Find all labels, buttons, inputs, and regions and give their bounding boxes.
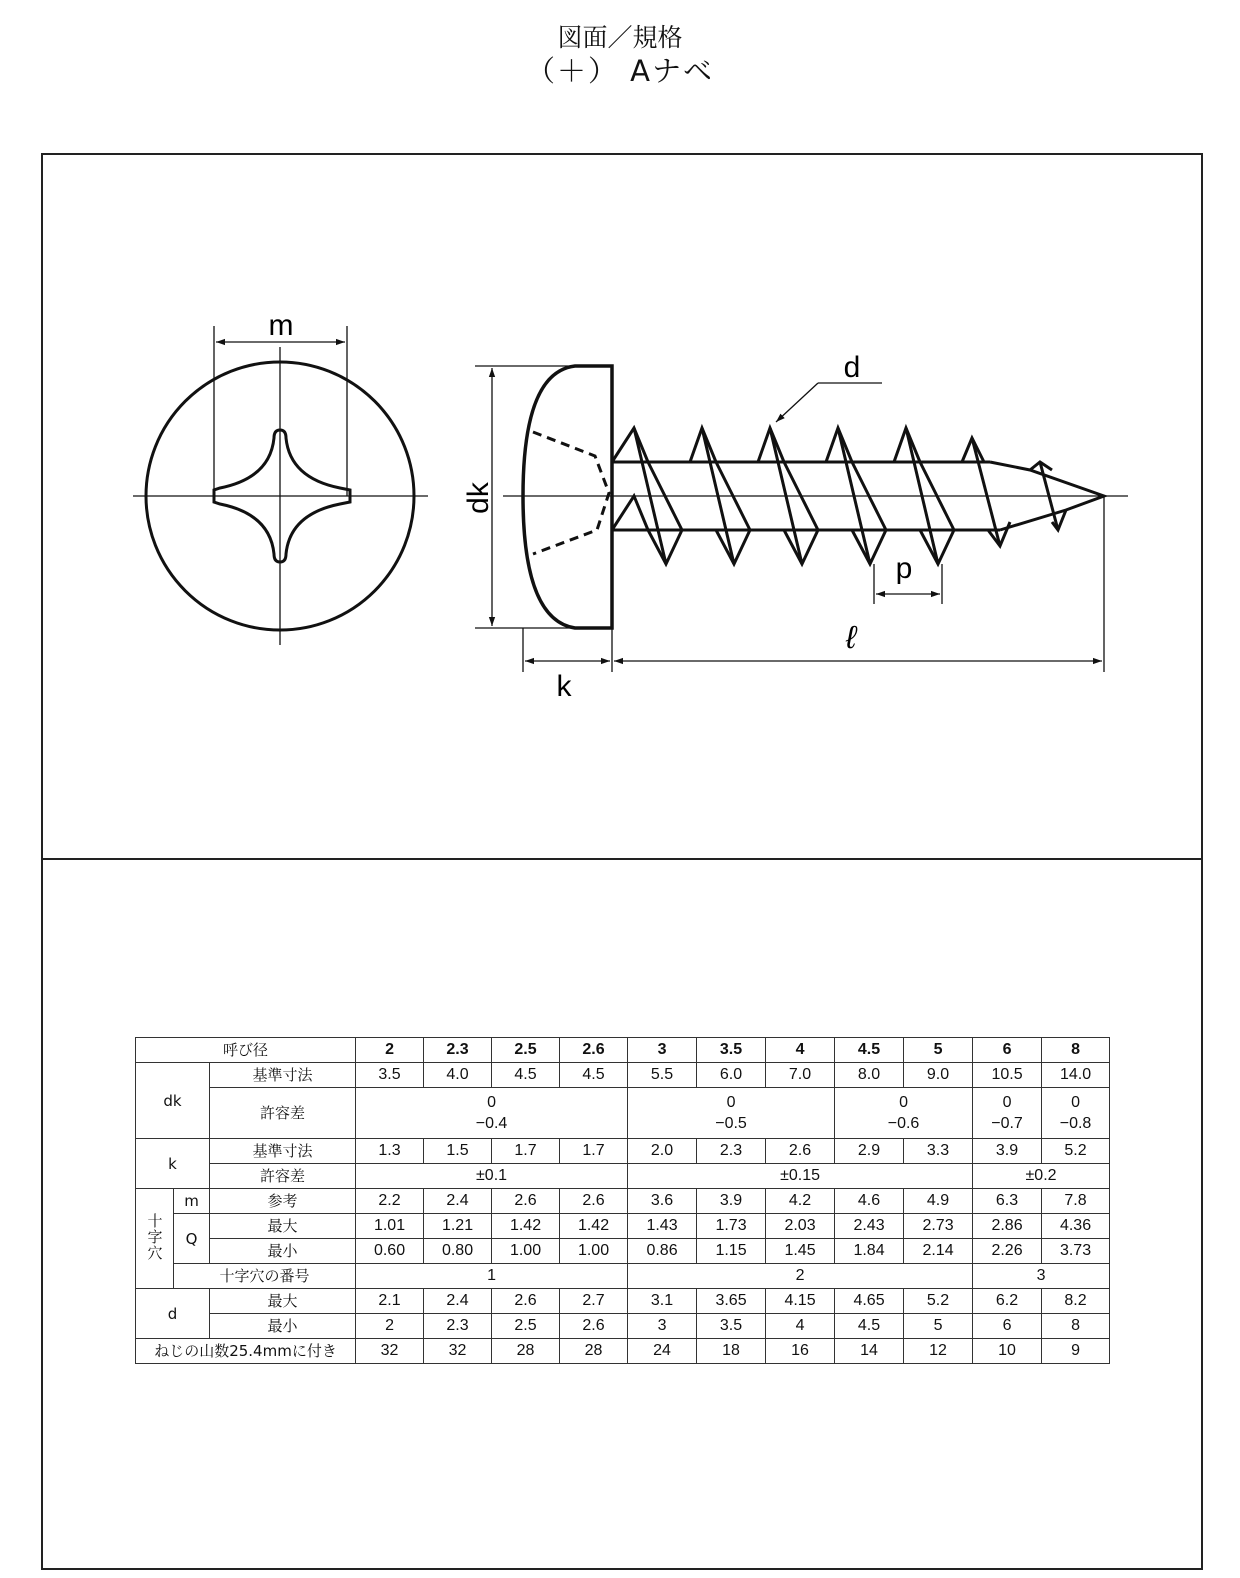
value-cell: 32 — [356, 1339, 424, 1364]
value-cell: 3.1 — [628, 1289, 697, 1314]
value-cell: 3 — [628, 1314, 697, 1339]
value-cell: 3.9 — [973, 1139, 1042, 1164]
tolerance-cell — [356, 1088, 628, 1139]
dim-label-k: k — [556, 670, 572, 703]
value-cell: 2.6 — [492, 1289, 560, 1314]
value-cell: 4.65 — [835, 1289, 904, 1314]
value-cell: 1 — [356, 1264, 628, 1289]
value-cell: 2.4 — [424, 1189, 492, 1214]
value-cell: 1.73 — [697, 1214, 766, 1239]
tol-upper: 0 — [726, 1094, 736, 1111]
tol-upper: 0 — [1002, 1094, 1012, 1111]
q-min-label: 最小 — [210, 1239, 356, 1264]
size-cell: 3 — [628, 1038, 697, 1063]
value-cell: 4.5 — [560, 1063, 628, 1088]
value-cell: 2.6 — [766, 1139, 835, 1164]
value-cell: 1.42 — [560, 1214, 628, 1239]
table-row — [136, 1289, 1110, 1314]
value-cell: 28 — [560, 1339, 628, 1364]
value-cell: 0.60 — [356, 1239, 424, 1264]
size-cell: 2.5 — [492, 1038, 560, 1063]
value-cell: 14 — [835, 1339, 904, 1364]
value-cell: 8 — [1042, 1314, 1110, 1339]
value-cell: 1.5 — [424, 1139, 492, 1164]
value-cell: 2.5 — [492, 1314, 560, 1339]
dim-label-p: p — [895, 552, 913, 585]
value-cell: 16 — [766, 1339, 835, 1364]
k-std-label: 基準寸法 — [210, 1139, 356, 1164]
tolerance-cell: ±0.1 — [356, 1164, 628, 1189]
size-cell: 2.6 — [560, 1038, 628, 1063]
tol-upper: 0 — [1071, 1094, 1080, 1111]
value-cell: 4 — [766, 1314, 835, 1339]
tolerance-cell: ±0.15 — [628, 1164, 973, 1189]
value-cell: 2.2 — [356, 1189, 424, 1214]
value-cell: 1.00 — [492, 1239, 560, 1264]
value-cell: 2.26 — [973, 1239, 1042, 1264]
threads-label: ねじの山数25.4mmに付き — [136, 1339, 356, 1364]
value-cell: 2.6 — [492, 1189, 560, 1214]
value-cell: 4.2 — [766, 1189, 835, 1214]
value-cell: 2 — [628, 1264, 973, 1289]
cross-recess-label — [136, 1189, 174, 1289]
tolerance-cell — [628, 1088, 835, 1139]
tolerance-cell — [835, 1088, 973, 1139]
spec-table — [135, 1037, 1110, 1364]
value-cell: 4.15 — [766, 1289, 835, 1314]
value-cell: 6 — [973, 1314, 1042, 1339]
value-cell: 7.0 — [766, 1063, 835, 1088]
value-cell: 1.00 — [560, 1239, 628, 1264]
value-cell: 1.01 — [356, 1214, 424, 1239]
page-subtitle: （＋） Aナベ — [525, 54, 715, 88]
cross-recess-label-text: 十字穴 — [145, 1212, 164, 1261]
tol-lower: −0.7 — [991, 1115, 1023, 1132]
value-cell: 7.8 — [1042, 1189, 1110, 1214]
value-cell: 2.4 — [424, 1289, 492, 1314]
value-cell: 2.6 — [560, 1189, 628, 1214]
size-cell: 2.3 — [424, 1038, 492, 1063]
dim-label-m: m — [268, 309, 294, 342]
value-cell: 3.5 — [697, 1314, 766, 1339]
value-cell: 28 — [492, 1339, 560, 1364]
screw-side-view — [475, 366, 1128, 672]
value-cell: 32 — [424, 1339, 492, 1364]
table-row — [136, 1314, 1110, 1339]
value-cell: 5.5 — [628, 1063, 697, 1088]
q-max-label: 最大 — [210, 1214, 356, 1239]
value-cell: 3.5 — [356, 1063, 424, 1088]
value-cell: 1.15 — [697, 1239, 766, 1264]
value-cell: 2.1 — [356, 1289, 424, 1314]
value-cell: 18 — [697, 1339, 766, 1364]
value-cell: 3.9 — [697, 1189, 766, 1214]
tol-lower: −0.5 — [715, 1115, 747, 1132]
d-max-label: 最大 — [210, 1289, 356, 1314]
value-cell: 1.84 — [835, 1239, 904, 1264]
table-row — [136, 1239, 1110, 1264]
value-cell: 5.2 — [1042, 1139, 1110, 1164]
tol-lower: −0.4 — [475, 1115, 508, 1132]
recess-number-label: 十字穴の番号 — [174, 1264, 356, 1289]
dim-label-length: ℓ — [845, 619, 857, 655]
value-cell: 0.86 — [628, 1239, 697, 1264]
value-cell: 9.0 — [904, 1063, 973, 1088]
size-cell: 4 — [766, 1038, 835, 1063]
value-cell: 2.73 — [904, 1214, 973, 1239]
d-min-label: 最小 — [210, 1314, 356, 1339]
tol-lower: −0.8 — [1059, 1115, 1092, 1132]
value-cell: 10.5 — [973, 1063, 1042, 1088]
size-cell: 6 — [973, 1038, 1042, 1063]
value-cell: 1.42 — [492, 1214, 560, 1239]
tol-upper: 0 — [487, 1094, 496, 1111]
tolerance-cell — [1042, 1088, 1110, 1139]
value-cell: 2.0 — [628, 1139, 697, 1164]
dim-label-d: d — [843, 351, 861, 384]
value-cell: 2.14 — [904, 1239, 973, 1264]
value-cell: 0.80 — [424, 1239, 492, 1264]
header-label: 呼び径 — [136, 1038, 356, 1063]
value-cell: 8.0 — [835, 1063, 904, 1088]
size-cell: 8 — [1042, 1038, 1110, 1063]
value-cell: 2.86 — [973, 1214, 1042, 1239]
value-cell: 14.0 — [1042, 1063, 1110, 1088]
table-row — [136, 1038, 1110, 1063]
value-cell: 2.9 — [835, 1139, 904, 1164]
value-cell: 4.5 — [492, 1063, 560, 1088]
value-cell: 2.43 — [835, 1214, 904, 1239]
value-cell: 2.3 — [424, 1314, 492, 1339]
value-cell: 2.7 — [560, 1289, 628, 1314]
spec-table-wrap — [135, 1037, 1109, 1364]
table-row — [136, 1139, 1110, 1164]
q-label: Q — [174, 1214, 210, 1264]
value-cell: 24 — [628, 1339, 697, 1364]
value-cell: 10 — [973, 1339, 1042, 1364]
size-cell: 4.5 — [835, 1038, 904, 1063]
dk-tol-label: 許容差 — [210, 1088, 356, 1139]
size-cell: 3.5 — [697, 1038, 766, 1063]
dk-label: dk — [136, 1063, 210, 1139]
m-ref-label: 参考 — [210, 1189, 356, 1214]
dk-std-label: 基準寸法 — [210, 1063, 356, 1088]
k-label: k — [136, 1139, 210, 1189]
tolerance-cell — [973, 1088, 1042, 1139]
size-cell: 2 — [356, 1038, 424, 1063]
table-row — [136, 1214, 1110, 1239]
value-cell: 2 — [356, 1314, 424, 1339]
value-cell: 4.0 — [424, 1063, 492, 1088]
table-row — [136, 1088, 1110, 1139]
table-row — [136, 1339, 1110, 1364]
value-cell: 4.5 — [835, 1314, 904, 1339]
value-cell: 2.3 — [697, 1139, 766, 1164]
value-cell: 1.21 — [424, 1214, 492, 1239]
value-cell: 2.03 — [766, 1214, 835, 1239]
value-cell: 5.2 — [904, 1289, 973, 1314]
dim-label-dk: dk — [461, 482, 495, 514]
value-cell: 3.73 — [1042, 1239, 1110, 1264]
value-cell: 4.6 — [835, 1189, 904, 1214]
k-tol-label: 許容差 — [210, 1164, 356, 1189]
value-cell: 6.3 — [973, 1189, 1042, 1214]
value-cell: 3.6 — [628, 1189, 697, 1214]
value-cell: 1.45 — [766, 1239, 835, 1264]
table-row — [136, 1063, 1110, 1088]
value-cell: 1.3 — [356, 1139, 424, 1164]
tol-upper: 0 — [899, 1094, 908, 1111]
value-cell: 1.7 — [492, 1139, 560, 1164]
m-label: m — [174, 1189, 210, 1214]
value-cell: 4.9 — [904, 1189, 973, 1214]
tol-lower: −0.6 — [887, 1115, 920, 1132]
page-title: 図面／規格 — [557, 23, 683, 52]
table-row — [136, 1164, 1110, 1189]
tolerance-cell: ±0.2 — [973, 1164, 1110, 1189]
table-row — [136, 1264, 1110, 1289]
value-cell: 3.3 — [904, 1139, 973, 1164]
value-cell: 12 — [904, 1339, 973, 1364]
value-cell: 6.2 — [973, 1289, 1042, 1314]
value-cell: 6.0 — [697, 1063, 766, 1088]
value-cell: 5 — [904, 1314, 973, 1339]
value-cell: 1.43 — [628, 1214, 697, 1239]
d-label: d — [136, 1289, 210, 1339]
size-cell: 5 — [904, 1038, 973, 1063]
value-cell: 9 — [1042, 1339, 1110, 1364]
value-cell: 1.7 — [560, 1139, 628, 1164]
value-cell: 2.6 — [560, 1314, 628, 1339]
value-cell: 4.36 — [1042, 1214, 1110, 1239]
value-cell: 3.65 — [697, 1289, 766, 1314]
table-row — [136, 1189, 1110, 1214]
head-top-view — [133, 326, 428, 645]
value-cell: 8.2 — [1042, 1289, 1110, 1314]
value-cell: 3 — [973, 1264, 1110, 1289]
